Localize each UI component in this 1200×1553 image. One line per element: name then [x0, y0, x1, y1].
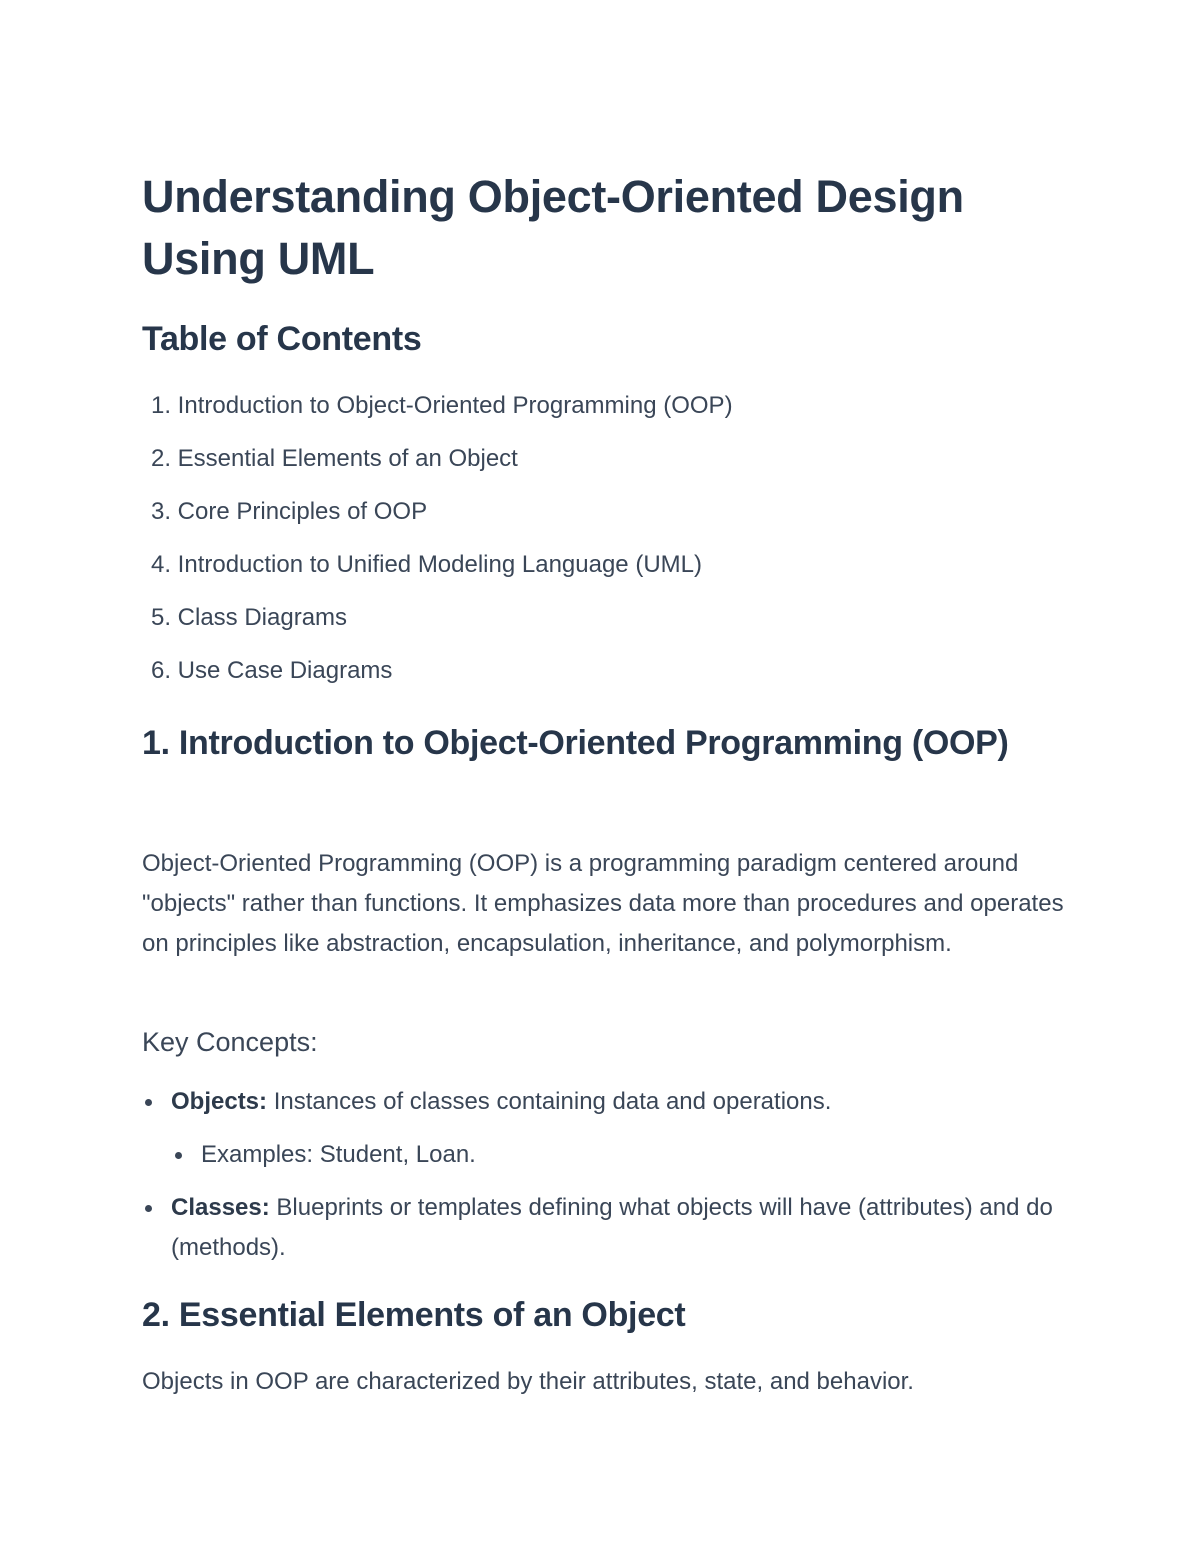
document-title: Understanding Object-Oriented Design Using UML: [142, 171, 964, 284]
toc-item-label: Class Diagrams: [177, 604, 348, 631]
table-of-contents: [142, 388, 733, 706]
toc-item-label: Use Case Diagrams: [177, 657, 393, 684]
toc-item-number: 1.: [150, 392, 171, 419]
toc-item: [142, 653, 733, 706]
toc-item-number: 6.: [150, 657, 171, 684]
toc-item-label: Essential Elements of an Object: [177, 445, 518, 472]
section-1-heading: 1. Introduction to Object-Oriented Programming (OOP): [142, 724, 1009, 762]
section-2-paragraph: Objects in OOP are characterized by their attributes, state, and behavior.: [142, 1368, 914, 1395]
toc-item: [142, 547, 733, 600]
term-classes: Classes:: [171, 1194, 270, 1221]
toc-heading: Table of Contents: [142, 320, 422, 358]
toc-item: [142, 494, 733, 547]
objects-description: Instances of classes containing data and operations.: [267, 1088, 832, 1115]
toc-item-label: Introduction to Object-Oriented Programming (OOP): [177, 392, 733, 419]
toc-item: [142, 441, 733, 494]
toc-item-number: 4.: [150, 551, 171, 578]
section-1-paragraph: Object-Oriented Programming (OOP) is a programming paradigm centered around "objects" rather than functions. It emphasizes data more than procedures and operates on principles like abstraction, encapsulation, inheritance, and polymorphism.: [142, 850, 1064, 957]
section-2-heading: 2. Essential Elements of an Object: [142, 1296, 686, 1334]
toc-item-number: 3.: [150, 498, 171, 525]
toc-item: [142, 388, 733, 441]
toc-item-number: 2.: [150, 445, 171, 472]
toc-item-number: 5.: [150, 604, 171, 631]
list-item-examples: [172, 1135, 1072, 1175]
toc-item-label: Introduction to Unified Modeling Language (UML): [177, 551, 702, 578]
list-item-classes: [142, 1188, 1072, 1268]
examples-text: Examples: Student, Loan.: [201, 1141, 476, 1168]
classes-description: Blueprints or templates defining what objects will have (attributes) and do (methods).: [171, 1194, 1053, 1261]
list-item-objects: [142, 1082, 1072, 1122]
key-concepts-list: [142, 1082, 1072, 1281]
toc-item-label: Core Principles of OOP: [177, 498, 428, 525]
key-concepts-heading: Key Concepts:: [142, 1027, 318, 1057]
toc-item: [142, 600, 733, 653]
term-objects: Objects:: [171, 1088, 268, 1115]
